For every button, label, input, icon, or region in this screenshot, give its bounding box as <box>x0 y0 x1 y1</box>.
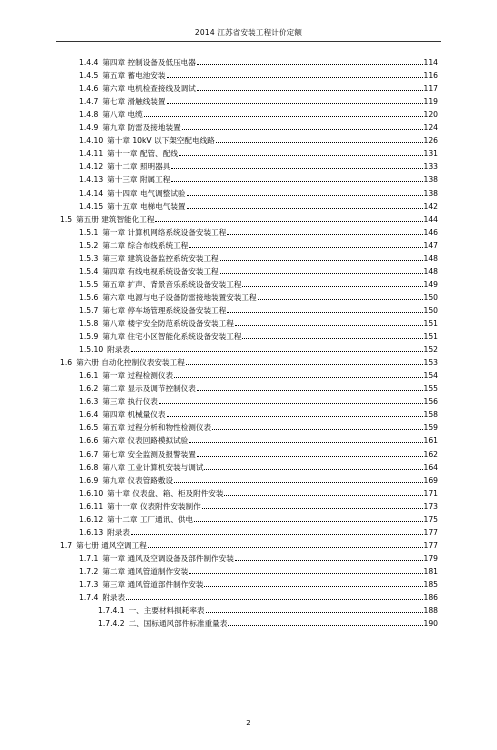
toc-entry-title: 第十五章 电梯电气装置 <box>107 201 186 211</box>
toc-entry-page: 138 <box>423 188 438 198</box>
toc-entry[interactable] <box>79 485 438 498</box>
toc-entry-title: 第一章 计算机网络系统设备安装工程 <box>102 227 227 237</box>
toc-entry[interactable] <box>79 432 438 445</box>
toc-entry-number: 1.6.11 <box>79 501 104 511</box>
toc-leader-dots <box>235 324 423 326</box>
toc-entry-number: 1.4.8 <box>79 110 99 120</box>
toc-leader-dots <box>159 402 423 404</box>
toc-entry-number: 1.5.2 <box>79 240 99 250</box>
toc-entry[interactable] <box>60 211 438 224</box>
toc-entry[interactable] <box>79 224 438 237</box>
toc-entry-title: 附录表 <box>107 527 130 537</box>
toc-entry-page: 142 <box>423 201 438 211</box>
toc-entry[interactable] <box>79 171 438 184</box>
toc-entry-title: 第七章 安全监测及报警装置 <box>102 449 196 459</box>
toc-leader-dots <box>189 441 422 443</box>
toc-entry-page: 186 <box>423 593 438 603</box>
toc-entry-title: 第十四章 电气调整试验 <box>107 188 186 198</box>
toc-entry-number: 1.6.3 <box>79 397 99 407</box>
toc-entry[interactable] <box>79 158 438 171</box>
toc-entry-title: 第八章 楼宇安全防范系统设备安装工程 <box>102 319 234 328</box>
toc-entry[interactable] <box>79 524 438 537</box>
header-rule <box>56 41 441 42</box>
toc-entry[interactable] <box>79 406 438 419</box>
toc-entry-page: 185 <box>423 580 438 589</box>
toc-entry[interactable] <box>79 380 438 393</box>
toc-entry[interactable] <box>79 263 438 276</box>
toc-entry-number: 1.5.6 <box>79 292 99 302</box>
page-number: 2 <box>246 719 251 727</box>
toc-entry[interactable] <box>79 328 438 341</box>
toc-entry-page: 146 <box>423 227 438 237</box>
toc-leader-dots <box>220 272 423 274</box>
toc-entry[interactable] <box>79 550 438 563</box>
toc-entry-page: 153 <box>423 358 438 368</box>
toc-entry-title: 第五章 扩声、背景音乐系统设备安装工程 <box>102 279 242 289</box>
toc-entry-number: 1.6.6 <box>79 436 99 446</box>
toc-leader-dots <box>187 194 423 196</box>
toc-entry-page: 154 <box>423 371 438 381</box>
toc-entry-page: 158 <box>423 410 438 420</box>
toc-entry-page: 181 <box>423 566 438 576</box>
toc-entry-page: 119 <box>423 97 438 107</box>
page-header: 2014 江苏省安装工程计价定额 <box>194 28 303 37</box>
toc-leader-dots <box>131 350 423 352</box>
toc-entry-number: 1.5 <box>60 214 73 224</box>
toc-entry[interactable] <box>79 302 438 315</box>
toc-entry[interactable] <box>60 537 438 550</box>
toc-entry[interactable] <box>79 80 438 93</box>
toc-entry-page: 138 <box>423 175 438 185</box>
toc-entry-number: 1.4.10 <box>79 136 104 146</box>
toc-entry-title: 二、国标通风部件标准重量表 <box>128 619 228 629</box>
toc-entry-title: 第一章 过程检测仪表 <box>102 371 174 381</box>
toc-leader-dots <box>171 180 422 182</box>
toc-leader-dots <box>155 220 422 222</box>
toc-entry-page: 152 <box>423 345 438 355</box>
toc-entry-page: 190 <box>423 619 438 629</box>
toc-entry-number: 1.6.7 <box>79 449 99 459</box>
toc-entry-title: 第三章 通风管道部件制作安装 <box>102 580 204 589</box>
toc-leader-dots <box>182 128 423 130</box>
toc-entry-title: 第十一章 仪表附件安装制作 <box>107 501 201 511</box>
toc-entry-number: 1.7.3 <box>79 580 99 589</box>
toc-entry-title: 附录表 <box>107 345 130 355</box>
toc-entry-page: 161 <box>423 436 438 446</box>
toc-entry-number: 1.6.5 <box>79 423 99 433</box>
toc-leader-dots <box>220 259 423 261</box>
toc-entry-number: 1.6.12 <box>79 514 104 524</box>
toc-leader-dots <box>167 102 423 104</box>
toc-entry-number: 1.4.7 <box>79 97 99 107</box>
toc-entry[interactable] <box>79 576 438 589</box>
toc-entry-page: 150 <box>423 292 438 302</box>
toc-entry[interactable] <box>79 119 438 132</box>
toc-entry[interactable] <box>79 289 438 302</box>
toc-entry-title: 第十章 10kV 以下架空配电线路 <box>107 136 215 146</box>
toc-entry-page: 144 <box>423 214 438 224</box>
toc-leader-dots <box>187 207 423 209</box>
toc-leader-dots <box>131 533 423 535</box>
toc-entry-number: 1.7.4.2 <box>98 619 125 629</box>
toc-entry-page: 117 <box>423 84 438 94</box>
toc-entry-page: 148 <box>423 253 438 263</box>
toc-leader-dots <box>242 285 422 287</box>
toc-entry-number: 1.4.14 <box>79 188 104 198</box>
toc-entry-number: 1.4.4 <box>79 58 99 67</box>
toc-leader-dots <box>235 559 423 561</box>
toc-entry-number: 1.4.15 <box>79 201 104 211</box>
toc-entry[interactable] <box>98 615 438 628</box>
toc-entry-page: 147 <box>423 240 438 250</box>
toc-entry-title: 第三章 建筑设备监控系统安装工程 <box>102 253 219 263</box>
toc-entry[interactable] <box>79 446 438 459</box>
toc-entry-title: 第十二章 照明器具 <box>107 162 171 172</box>
toc-entry-number: 1.4.6 <box>79 84 99 94</box>
toc-leader-dots <box>197 455 423 457</box>
toc-entry-page: 175 <box>423 514 438 524</box>
toc-entry-page: 120 <box>423 110 438 120</box>
toc-entry-number: 1.4.5 <box>79 71 99 81</box>
toc-leader-dots <box>197 63 423 65</box>
toc-entry-title: 第四章 控制设备及低压电器 <box>102 58 196 67</box>
toc-entry-page: 177 <box>423 540 438 550</box>
toc-entry-title: 第五章 蓄电池安装 <box>102 71 166 81</box>
toc-entry[interactable] <box>79 106 438 119</box>
toc-entry-title: 第四章 机械量仪表 <box>102 410 166 420</box>
toc-leader-dots <box>202 507 423 509</box>
toc-entry-title: 第十章 仪表盘、箱、柜及附件安装 <box>107 488 224 498</box>
toc-entry-page: 171 <box>423 488 438 498</box>
toc-leader-dots <box>197 389 423 391</box>
toc-leader-dots <box>242 337 422 339</box>
toc-entry-number: 1.6.10 <box>79 488 104 498</box>
toc-entry-number: 1.5.9 <box>79 332 99 342</box>
toc-entry-number: 1.7.4 <box>79 593 99 603</box>
toc-entry[interactable] <box>79 498 438 511</box>
toc-leader-dots <box>258 298 423 300</box>
toc-entry-title: 第二章 通风管道制作安装 <box>102 566 189 576</box>
toc-entry-number: 1.6.1 <box>79 371 99 381</box>
toc-entry-title: 第十二章 工厂通讯、供电 <box>107 514 194 524</box>
toc-entry-number: 1.5.10 <box>79 345 104 355</box>
toc-leader-dots <box>167 76 423 78</box>
toc-entry[interactable] <box>79 198 438 211</box>
toc-leader-dots <box>212 428 422 430</box>
toc-entry-number: 1.6.4 <box>79 410 99 420</box>
toc-entry-page: 114 <box>423 58 438 67</box>
toc-leader-dots <box>228 624 422 626</box>
toc-entry-number: 1.5.1 <box>79 227 99 237</box>
toc-entry-number: 1.7.4.1 <box>98 606 125 616</box>
toc-entry[interactable] <box>79 315 438 328</box>
toc-entry-title: 第六册 自动化控制仪表安装工程 <box>76 358 185 368</box>
toc-entry-title: 第二章 显示及调节控制仪表 <box>102 384 196 394</box>
toc-entry-number: 1.4.11 <box>79 149 104 159</box>
toc-entry-number: 1.5.4 <box>79 266 99 276</box>
toc-entry-title: 第九章 防雷及接地装置 <box>102 123 181 133</box>
toc-leader-dots <box>179 154 423 156</box>
toc-entry[interactable] <box>98 602 438 615</box>
toc-entry-title: 第六章 电机检查接线及调试 <box>102 84 196 94</box>
toc-entry-title: 第八章 电缆 <box>102 110 143 120</box>
toc-entry-title: 第七章 停车场管理系统设备安装工程 <box>102 305 227 315</box>
toc-entry[interactable] <box>79 185 438 198</box>
toc-entry-page: 177 <box>423 527 438 537</box>
toc-entry-number: 1.6.13 <box>79 527 104 537</box>
toc-entry-page: 169 <box>423 475 438 485</box>
toc-leader-dots <box>216 141 423 143</box>
toc-leader-dots <box>167 415 423 417</box>
toc-entry[interactable] <box>79 589 438 602</box>
toc-entry-number: 1.5.5 <box>79 279 99 289</box>
toc-entry-number: 1.6 <box>60 358 73 368</box>
toc-entry-number: 1.4.9 <box>79 123 99 133</box>
toc-entry-page: 149 <box>423 279 438 289</box>
toc-entry[interactable] <box>79 237 438 250</box>
toc-leader-dots <box>197 89 423 91</box>
toc-entry[interactable] <box>79 419 438 432</box>
toc-entry-page: 151 <box>423 319 438 328</box>
toc-entry[interactable] <box>79 132 438 145</box>
toc-entry-title: 第九章 住宅小区智能化系统设备安装工程 <box>102 332 242 342</box>
toc-entry[interactable] <box>79 459 438 472</box>
toc-entry-title: 第七章 滑触线装置 <box>102 97 166 107</box>
toc-entry-page: 155 <box>423 384 438 394</box>
toc-leader-dots <box>171 167 422 169</box>
toc-leader-dots <box>224 494 422 496</box>
toc-leader-dots <box>204 468 422 470</box>
toc-leader-dots <box>189 246 422 248</box>
toc-entry-number: 1.7.2 <box>79 566 99 576</box>
toc-entry[interactable] <box>79 393 438 406</box>
toc-entry-page: 173 <box>423 501 438 511</box>
toc-entry-title: 第三章 执行仪表 <box>102 397 158 407</box>
toc-entry[interactable] <box>79 250 438 263</box>
toc-entry[interactable] <box>79 563 438 576</box>
toc-entry[interactable] <box>79 145 438 158</box>
toc-entry-number: 1.7 <box>60 540 73 550</box>
toc-entry-title: 第八章 工业计算机安装与调试 <box>102 462 204 472</box>
toc-leader-dots <box>189 572 422 574</box>
toc-entry[interactable] <box>79 93 438 106</box>
toc-entry-title: 第十一章 配管、配线 <box>107 149 178 159</box>
toc-entry-title: 一、主要材料损耗率表 <box>128 606 205 616</box>
toc-leader-dots <box>144 115 423 117</box>
toc-entry-title: 附录表 <box>102 593 126 603</box>
toc-entry-title: 第一章 通风及空调设备及部件制作安装 <box>102 553 234 563</box>
toc-entry-page: 131 <box>423 149 438 159</box>
toc-entry-title: 第二章 综合布线系统工程 <box>102 240 189 250</box>
toc-entry-number: 1.7.1 <box>79 553 99 563</box>
toc-leader-dots <box>194 520 422 522</box>
toc-entry-title: 第四章 有线电视系统设备安装工程 <box>102 266 219 276</box>
toc-entry[interactable] <box>79 367 438 380</box>
toc-entry[interactable] <box>79 54 438 67</box>
toc-leader-dots <box>227 311 422 313</box>
toc-entry-page: 162 <box>423 449 438 459</box>
toc-entry[interactable] <box>79 67 438 80</box>
toc-entry-title: 第十三章 附属工程 <box>107 175 171 185</box>
toc-entry-number: 1.6.9 <box>79 475 99 485</box>
toc-entry-page: 151 <box>423 332 438 342</box>
toc-entry-page: 124 <box>423 123 438 133</box>
toc-entry-number: 1.6.8 <box>79 462 99 472</box>
toc-entry-page: 179 <box>423 553 438 563</box>
toc-entry-page: 156 <box>423 397 438 407</box>
toc-leader-dots <box>186 363 423 365</box>
toc-leader-dots <box>148 546 423 548</box>
toc-entry-page: 126 <box>423 136 438 146</box>
toc-entry-page: 150 <box>423 305 438 315</box>
toc-entry-number: 1.5.3 <box>79 253 99 263</box>
toc-entry[interactable] <box>79 472 438 485</box>
toc-entry[interactable] <box>79 511 438 524</box>
toc-entry[interactable] <box>60 354 438 367</box>
toc-entry[interactable] <box>79 276 438 289</box>
toc-leader-dots <box>126 598 422 600</box>
toc-entry-title: 第七册 通风空调工程 <box>76 540 147 550</box>
toc-entry-number: 1.5.8 <box>79 319 99 328</box>
toc-entry-number: 1.5.7 <box>79 305 99 315</box>
toc-entry[interactable] <box>79 341 438 354</box>
toc-leader-dots <box>174 376 422 378</box>
toc-leader-dots <box>206 611 423 613</box>
toc-leader-dots <box>174 481 422 483</box>
toc-leader-dots <box>204 585 422 587</box>
toc-entry-title: 第九章 仪表管路敷设 <box>102 475 174 485</box>
toc-entry-title: 第五册 建筑智能化工程 <box>76 214 155 224</box>
toc-entry-page: 188 <box>423 606 438 616</box>
toc-entry-number: 1.4.13 <box>79 175 104 185</box>
toc-entry-page: 133 <box>423 162 438 172</box>
toc-entry-page: 159 <box>423 423 438 433</box>
toc-entry-title: 第五章 过程分析和物性检测仪表 <box>102 423 212 433</box>
toc-entry-number: 1.4.12 <box>79 162 104 172</box>
toc-entry-title: 第六章 电源与电子设备防雷接地装置安装工程 <box>102 292 257 302</box>
toc-entry-number: 1.6.2 <box>79 384 99 394</box>
toc-entry-page: 148 <box>423 266 438 276</box>
toc-entry-page: 116 <box>423 71 438 81</box>
toc-leader-dots <box>227 233 422 235</box>
toc-entry-title: 第六章 仪表回路模拟试验 <box>102 436 189 446</box>
toc-entry-page: 164 <box>423 462 438 472</box>
